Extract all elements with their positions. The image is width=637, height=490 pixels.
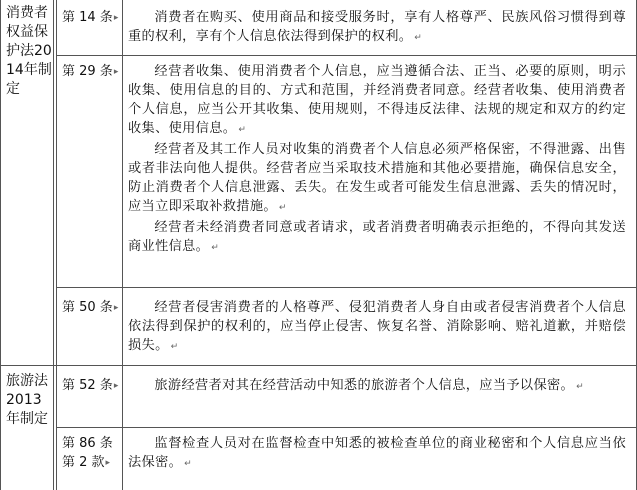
article-label: 第 29 条▸ bbox=[62, 64, 119, 79]
paragraph-mark-icon: ▸ bbox=[113, 303, 119, 313]
law-name-consumer-protection: 消费者权益保护法2014年制定 bbox=[6, 5, 52, 97]
paragraph-mark-icon: ▸ bbox=[105, 458, 111, 468]
article-content: 经营者侵害消费者的人格尊严、侵犯消费者人身自由或者侵害消费者个人信息依法得到保护的权利的，应当停止侵害、恢复名誉、消除影响、赔礼道歉，并赔偿损失。 ↵ bbox=[128, 300, 626, 353]
article-label: 第 14 条▸ bbox=[62, 10, 119, 25]
row-divider bbox=[56, 427, 637, 428]
article-content: 消费者在购买、使用商品和接受服务时，享有人格尊严、民族风俗习惯得到尊重的权利，享有个人信息依法得到保护的权利。 ↵ bbox=[128, 10, 626, 44]
article-label: 第 86 条第 2 款▸ bbox=[62, 436, 113, 470]
return-mark-icon: ↵ bbox=[211, 243, 220, 253]
column-divider-article bbox=[122, 0, 123, 490]
article-content: 旅游经营者对其在经营活动中知悉的旅游者个人信息，应当予以保密。 ↵ bbox=[154, 378, 584, 393]
return-mark-icon: ↵ bbox=[414, 33, 423, 43]
return-mark-icon: ↵ bbox=[238, 125, 247, 135]
table-left-border bbox=[0, 0, 1, 490]
article-content: 经营者收集、使用消费者个人信息，应当遵循合法、正当、必要的原则，明示收集、使用信息的目的、方式和范围，并经消费者同意。经营者收集、使用消费者个人信息，应当公开其收集、使用规则，不得违反法律、法规的规定和双方的约定收集、使用信息。 ↵ 经营者及其工作人员对收集的消费者个人信息必须严格保密，不得泄露、出售或者非法向他人提供。经营者应当采取技术措施和其他必要措施，确保信息安全，防止消费者个人信息泄露、丢失。在发生或者可能发生信息泄露、丢失的情况时，应当立即采取补救措施。 ↵ 经营者未经消费者同意或者请求，或者消费者明确表示拒绝的，不得向其发送商业性信息。 ↵ bbox=[128, 64, 626, 254]
law-name-tourism: 旅游法2013年制定 bbox=[6, 373, 48, 427]
row-divider bbox=[56, 55, 637, 56]
return-mark-icon: ↵ bbox=[170, 342, 179, 352]
paragraph-mark-icon: ▸ bbox=[113, 13, 119, 23]
return-mark-icon: ↵ bbox=[184, 459, 193, 469]
paragraph-mark-icon: ▸ bbox=[113, 67, 119, 77]
return-mark-icon: ↵ bbox=[278, 203, 287, 213]
paragraph-mark-icon: ▸ bbox=[113, 381, 119, 391]
article-label: 第 50 条▸ bbox=[62, 300, 119, 315]
section-divider bbox=[0, 365, 637, 366]
row-divider bbox=[56, 287, 637, 288]
return-mark-icon: ↵ bbox=[576, 382, 584, 392]
article-label: 第 52 条▸ bbox=[62, 378, 119, 393]
article-content: 监督检查人员对在监督检查中知悉的被检查单位的商业秘密和个人信息应当依法保密。 ↵ bbox=[128, 436, 626, 470]
